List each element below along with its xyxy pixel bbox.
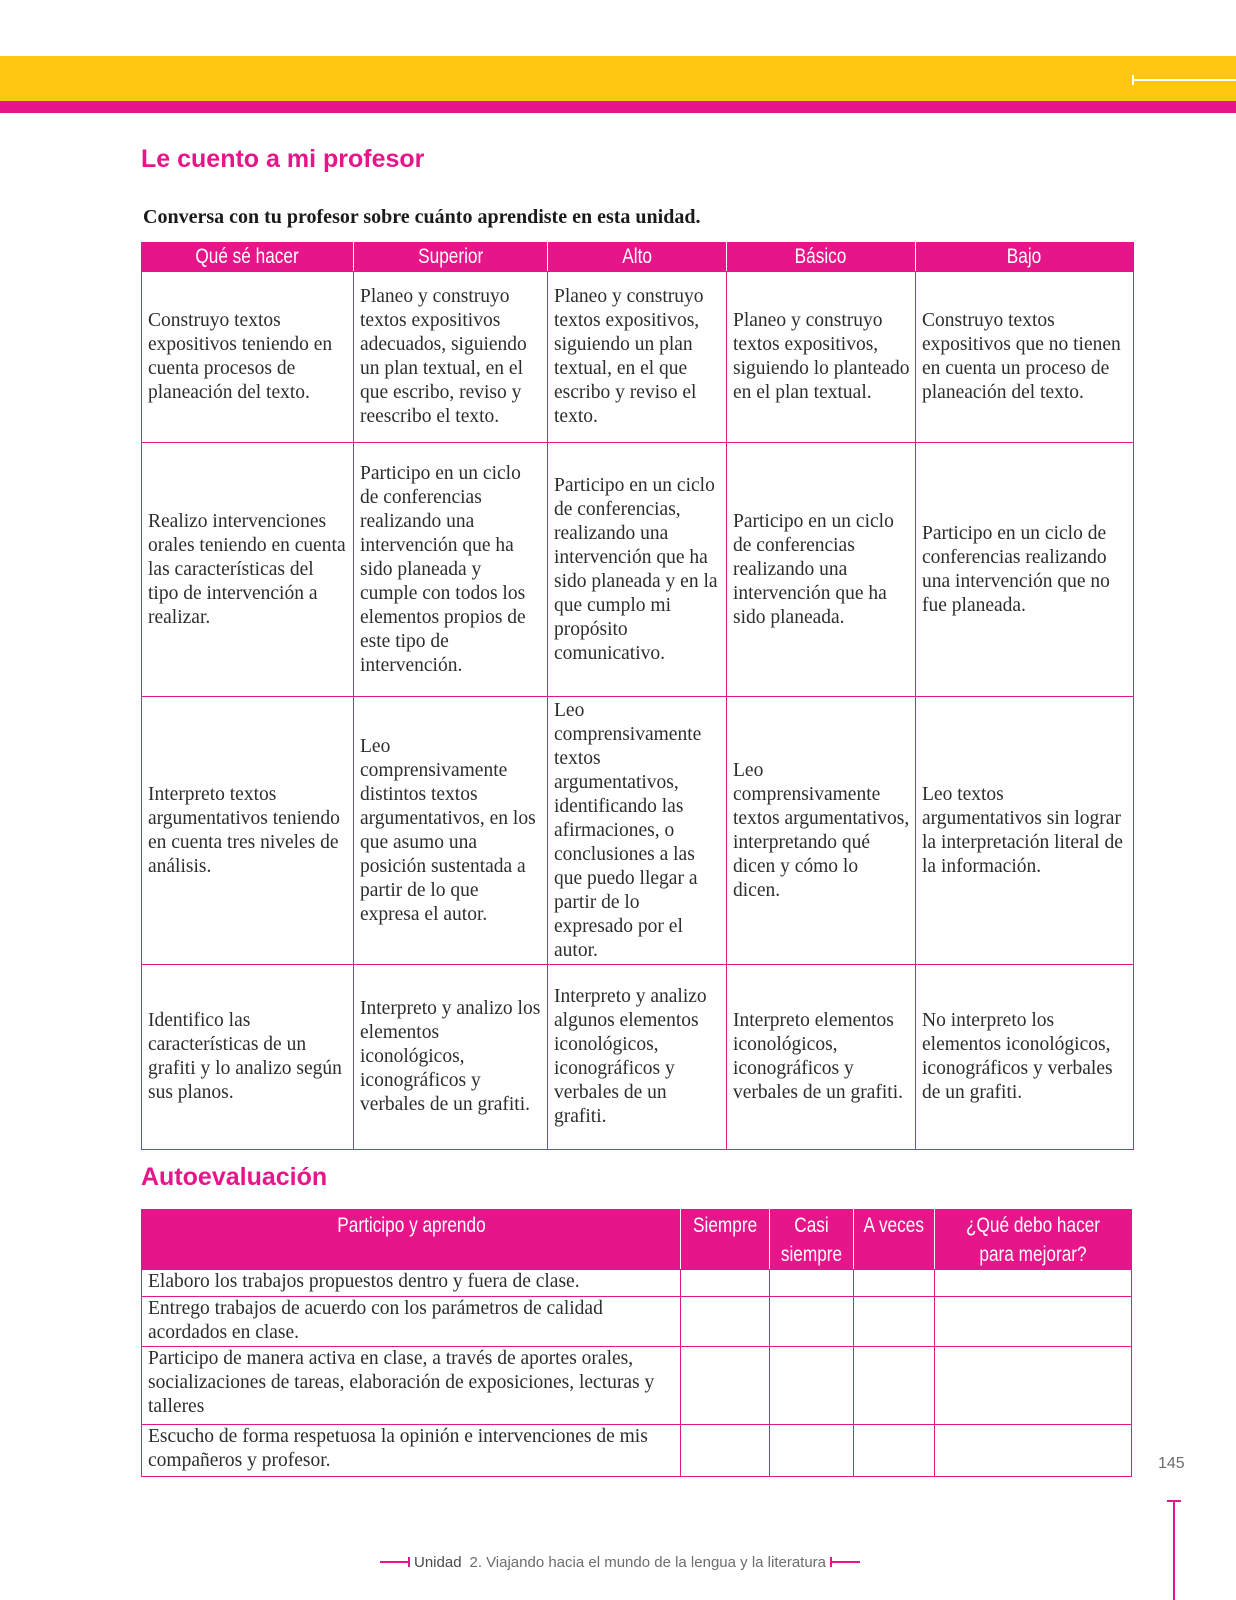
rubric-cell: No interpreto los elementos iconológicos, iconográficos y verbales de un grafiti. (916, 965, 1134, 1150)
rubric-row (142, 443, 1134, 697)
margin-line (1173, 1500, 1175, 1600)
header-band-magenta (0, 101, 1236, 113)
rubric-column-header: Bajo (916, 243, 1134, 272)
footer-unit-number: 2. (469, 1553, 483, 1571)
section-title: Le cuento a mi profesor (141, 145, 425, 173)
self-evaluation-statement: Elaboro los trabajos propuestos dentro y fuera de clase. (142, 1270, 681, 1297)
header-band-tick (1132, 79, 1236, 81)
self-evaluation-column-header: Casi siempre (770, 1210, 854, 1270)
answer-cell-a-veces[interactable] (854, 1425, 935, 1477)
answer-cell-a-veces[interactable] (854, 1297, 935, 1347)
answer-cell-mejorar[interactable] (935, 1425, 1132, 1477)
answer-cell-casi-siempre[interactable] (770, 1425, 854, 1477)
footer-unit-label (380, 1551, 894, 1573)
rubric-table (141, 242, 1134, 1150)
rubric-cell: Participo en un ciclo de conferencias realizando una intervención que ha sido planeada y cumple con todos los elementos propios de este tipo de intervención. (354, 443, 548, 697)
rubric-cell: Leo comprensivamente distintos textos argumentativos, en los que asumo una posición sustentada a partir de lo que expresa el autor. (354, 697, 548, 965)
answer-cell-casi-siempre[interactable] (770, 1270, 854, 1297)
footer-dash-left (380, 1561, 410, 1563)
rubric-cell: Participo en un ciclo de conferencias realizando una intervención que no fue planeada. (916, 443, 1134, 697)
rubric-cell: Planeo y construyo textos expositivos adecuados, siguiendo un plan textual, en el que escribo, reviso y reescribo el texto. (354, 272, 548, 443)
footer-unit-title: Viajando hacia el mundo de la lengua y la literatura (486, 1553, 827, 1571)
self-evaluation-statement: Entrego trabajos de acuerdo con los parámetros de calidad acordados en clase. (142, 1297, 681, 1347)
rubric-cell: Planeo y construyo textos expositivos, siguiendo lo planteado en el plan textual. (727, 272, 916, 443)
rubric-cell: Interpreto y analizo los elementos iconológicos, iconográficos y verbales de un grafiti. (354, 965, 548, 1150)
rubric-cell: Construyo textos expositivos teniendo en cuenta procesos de planeación del texto. (142, 272, 354, 443)
rubric-cell: Leo comprensivamente textos argumentativos, identificando las afirmaciones, o conclusiones a las que puedo llegar a partir de lo expresado por el autor. (548, 697, 727, 965)
answer-cell-a-veces[interactable] (854, 1347, 935, 1425)
header-band-yellow (0, 56, 1236, 101)
instruction-text: Conversa con tu profesor sobre cuánto aprendiste en esta unidad. (143, 206, 701, 228)
rubric-cell: Participo en un ciclo de conferencias realizando una intervención que ha sido planeada. (727, 443, 916, 697)
rubric-cell: Leo comprensivamente textos argumentativos, interpretando qué dicen y cómo lo dicen. (727, 697, 916, 965)
answer-cell-siempre[interactable] (681, 1347, 770, 1425)
rubric-column-header: Básico (727, 243, 916, 272)
answer-cell-siempre[interactable] (681, 1425, 770, 1477)
self-evaluation-column-header: Siempre (681, 1210, 770, 1270)
self-evaluation-table (141, 1209, 1132, 1477)
rubric-cell: Interpreto y analizo algunos elementos iconológicos, iconográficos y verbales de un grafiti. (548, 965, 727, 1150)
self-evaluation-column-header: A veces (854, 1210, 935, 1270)
footer-dash-right (830, 1561, 860, 1563)
self-evaluation-row (142, 1270, 1132, 1297)
footer-unit-word: Unidad (414, 1553, 462, 1571)
answer-cell-casi-siempre[interactable] (770, 1347, 854, 1425)
rubric-cell: Leo textos argumentativos sin lograr la interpretación literal de la información. (916, 697, 1134, 965)
rubric-cell: Participo en un ciclo de conferencias, realizando una intervención que ha sido planeada y en la que cumplo mi propósito comunicativo. (548, 443, 727, 697)
self-evaluation-title: Autoevaluación (141, 1163, 328, 1191)
self-evaluation-column-header: ¿Qué debo hacer para mejorar? (935, 1210, 1132, 1270)
rubric-cell: Interpreto textos argumentativos teniendo en cuenta tres niveles de análisis. (142, 697, 354, 965)
rubric-cell: Interpreto elementos iconológicos, iconográficos y verbales de un grafiti. (727, 965, 916, 1150)
self-evaluation-row (142, 1425, 1132, 1477)
self-evaluation-row (142, 1347, 1132, 1425)
answer-cell-mejorar[interactable] (935, 1297, 1132, 1347)
answer-cell-casi-siempre[interactable] (770, 1297, 854, 1347)
rubric-cell: Identifico las características de un grafiti y lo analizo según sus planos. (142, 965, 354, 1150)
rubric-row (142, 965, 1134, 1150)
self-evaluation-header-row (142, 1210, 1132, 1270)
rubric-header-row (142, 243, 1134, 272)
rubric-column-header: Alto (548, 243, 727, 272)
header-band-tick-end (1132, 75, 1134, 85)
answer-cell-siempre[interactable] (681, 1297, 770, 1347)
answer-cell-a-veces[interactable] (854, 1270, 935, 1297)
rubric-cell: Construyo textos expositivos que no tienen en cuenta un proceso de planeación del texto. (916, 272, 1134, 443)
answer-cell-mejorar[interactable] (935, 1347, 1132, 1425)
rubric-row (142, 697, 1134, 965)
self-evaluation-statement: Participo de manera activa en clase, a través de aportes orales, socializaciones de tareas, elaboración de exposiciones, lecturas y talleres (142, 1347, 681, 1425)
rubric-row (142, 272, 1134, 443)
self-evaluation-column-header: Participo y aprendo (142, 1210, 681, 1270)
answer-cell-siempre[interactable] (681, 1270, 770, 1297)
rubric-cell: Planeo y construyo textos expositivos, siguiendo un plan textual, en el que escribo y reviso el texto. (548, 272, 727, 443)
answer-cell-mejorar[interactable] (935, 1270, 1132, 1297)
rubric-column-header: Superior (354, 243, 548, 272)
self-evaluation-statement: Escucho de forma respetuosa la opinión e intervenciones de mis compañeros y profesor. (142, 1425, 681, 1477)
self-evaluation-row (142, 1297, 1132, 1347)
page-number: 145 (1158, 1455, 1185, 1472)
rubric-cell: Realizo intervenciones orales teniendo en cuenta las características del tipo de intervención a realizar. (142, 443, 354, 697)
rubric-column-header: Qué sé hacer (142, 243, 354, 272)
